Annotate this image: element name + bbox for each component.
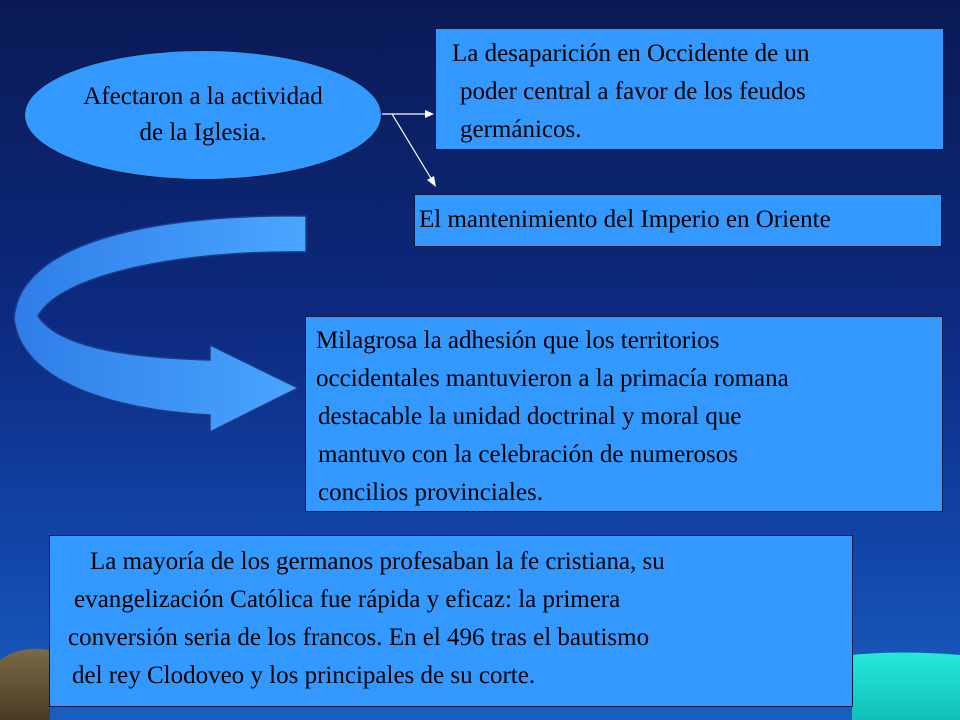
box3-line-1: Milagrosa la adhesión que los territorios	[316, 327, 720, 354]
box-east-empire	[414, 194, 942, 247]
box-germanic-conversion	[49, 535, 853, 707]
box1-line-1: La desaparición en Occidente de un	[452, 40, 810, 67]
hill-shape	[0, 649, 50, 720]
box4-line-3: conversión seria de los francos. En el 496 tras el bautismo	[68, 624, 650, 651]
water-shape	[852, 653, 960, 720]
box-west-feudal	[435, 28, 944, 150]
ellipse-line-1: Afectaron a la actividad	[83, 83, 323, 110]
box4-line-4: del rey Clodoveo y los principales de su corte.	[72, 662, 536, 689]
topic-ellipse	[24, 50, 382, 180]
box1-line-2: poder central a favor de los feudos	[460, 78, 806, 105]
box3-line-2: occidentales mantuvieron a la primacía romana	[316, 365, 789, 392]
box-roman-primacy	[305, 316, 943, 512]
box1-line-3: germánicos.	[460, 116, 582, 143]
box3-line-4: mantuvo con la celebración de numerosos	[318, 441, 738, 468]
box4-line-1: La mayoría de los germanos profesaban la fe cristiana, su	[90, 548, 665, 575]
ellipse-line-2: de la Iglesia.	[139, 119, 267, 146]
box3-line-3: destacable la unidad doctrinal y moral que	[318, 403, 742, 430]
box3-line-5: concilios provinciales.	[318, 479, 543, 506]
box2-text: El mantenimiento del Imperio en Oriente	[419, 206, 831, 233]
box4-line-2: evangelización Católica fue rápida y eficaz: la primera	[74, 586, 621, 613]
